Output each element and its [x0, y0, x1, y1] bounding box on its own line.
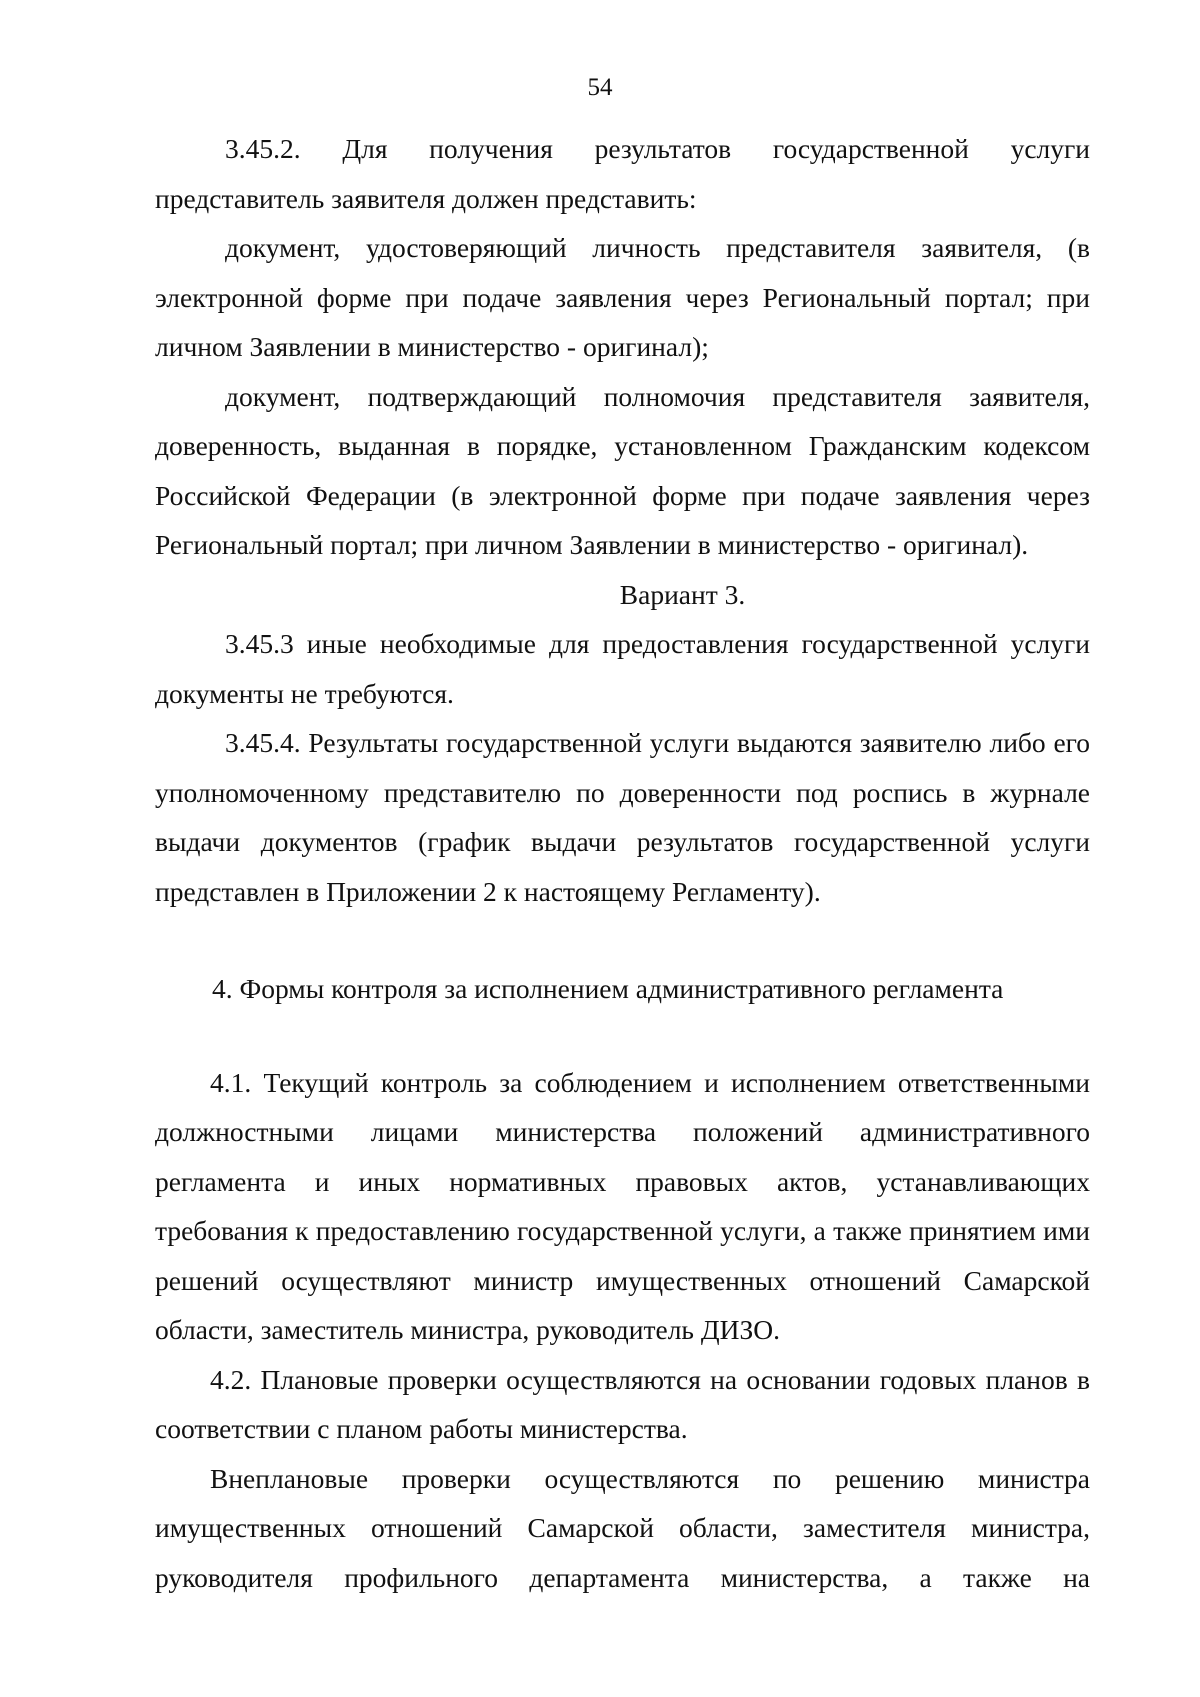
document-body — [155, 124, 1090, 1602]
page-number: 54 — [587, 74, 613, 101]
paragraph-4-2: 4.2. Плановые проверки осуществляются на основании годовых планов в соответствии с планом работы министерства. — [155, 1363, 1090, 1444]
paragraph-authority-document: документ, подтверждающий полномочия представителя заявителя, доверенность, выданная в порядке, установленном Гражданским кодексом Российской Федерации (в электронной форме при подаче заявления через Региональный портал; при личном Заявлении в министерство - оригинал). — [155, 380, 1090, 560]
paragraph-identity-document: документ, удостоверяющий личность представителя заявителя, (в электронной форме при подаче заявления через Региональный портал; при личном Заявлении в министерство - оригинал); — [155, 232, 1090, 362]
variant-heading: Вариант 3. — [619, 578, 746, 610]
paragraph-3-45-4: 3.45.4. Результаты государственной услуги выдаются заявителю либо его уполномоченному представителю по доверенности под роспись в журнале выдачи документов (график выдачи результатов государственной услуги представлен в Приложении 2 к настоящему Регламенту). — [155, 727, 1090, 907]
paragraph-4-1: 4.1. Текущий контроль за соблюдением и исполнением ответственными должностными лицами министерства положений административного регламента и иных нормативных правовых актов, устанавливающих требования к предоставлению государственной услуги, а также принятием ими решений осуществляют министр имущественных отношений Самарской области, заместитель министра, руководитель ДИЗО. — [155, 1066, 1090, 1345]
paragraph-unscheduled-checks: Внеплановые проверки осуществляются по решению министра имущественных отношений Самарской области, заместителя министра, руководителя профильного департамента министерства, а также на — [155, 1462, 1090, 1593]
paragraph-3-45-3: 3.45.3 иные необходимые для предоставления государственной услуги документы не требуются. — [155, 628, 1090, 709]
paragraph-3-45-2: 3.45.2. Для получения результатов государственной услуги представитель заявителя должен представить: — [155, 133, 1090, 214]
section-4-heading: 4. Формы контроля за исполнением административного регламента — [212, 973, 1004, 1004]
